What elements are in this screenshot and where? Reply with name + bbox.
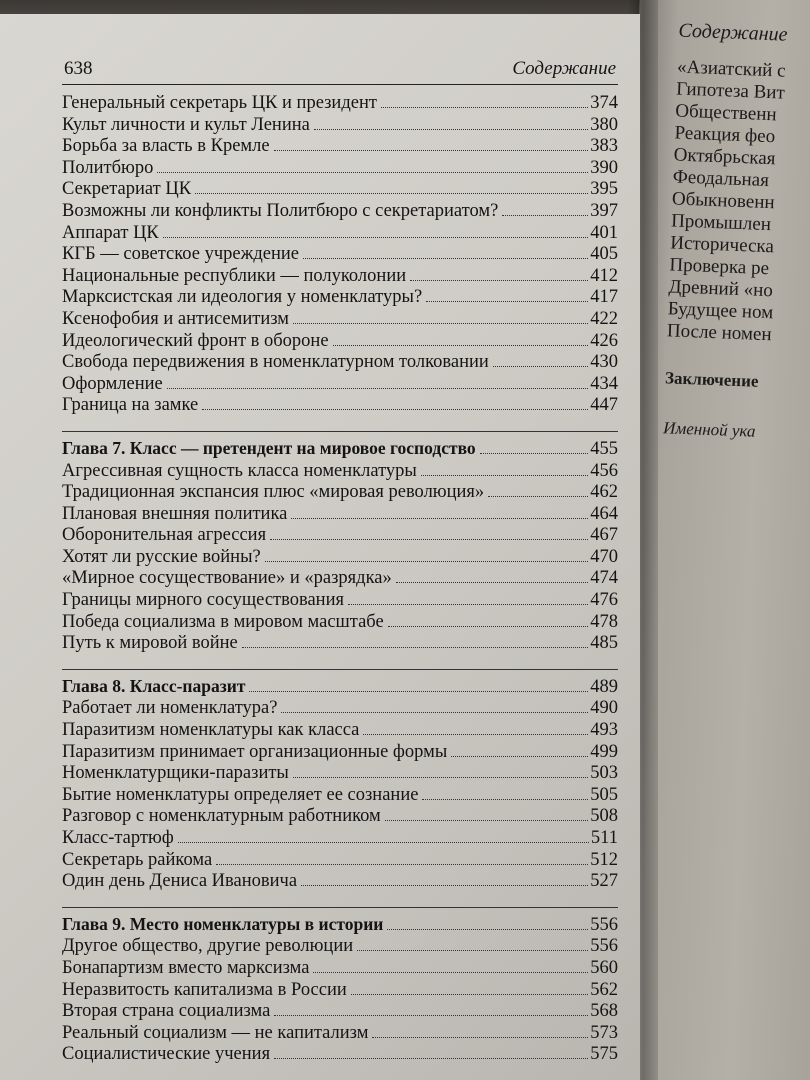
toc-entry-page: 447 <box>590 395 618 416</box>
toc-entry-page: 573 <box>590 1022 618 1043</box>
toc-entry-page: 462 <box>590 482 618 503</box>
right-page-line: После номен <box>666 320 772 346</box>
chapter-heading-page: 556 <box>590 914 618 935</box>
right-bold-line: Заключение <box>664 368 759 391</box>
chapter-heading <box>62 914 618 937</box>
toc-entry-title: Один день Дениса Ивановича <box>62 871 298 892</box>
toc-entry-title: Неразвитость капитализма в России <box>62 979 347 1000</box>
toc-entry-page: 490 <box>590 698 618 719</box>
dot-leader <box>281 712 588 713</box>
running-head: Содержание <box>512 58 616 79</box>
toc-entry-title: Социалистические учения <box>62 1044 271 1065</box>
dot-leader <box>249 691 588 692</box>
toc-entry-title: Бонапартизм вместо марксизма <box>62 957 310 978</box>
toc-entry-title: Номенклатурщики-паразиты <box>62 763 289 784</box>
toc-entry <box>62 806 618 828</box>
toc-entry-title: Секретариат ЦК <box>62 179 192 200</box>
toc-entry <box>62 136 618 158</box>
toc-entry-title: Возможны ли конфликты Политбюро с секретариатом? <box>62 200 499 221</box>
right-page-line: Реакция фео <box>674 122 776 148</box>
toc-entry <box>62 785 618 807</box>
right-italic-line: Именной ука <box>662 418 756 441</box>
toc-entry-title: Путь к мировой войне <box>62 633 238 654</box>
toc-entry-page: 397 <box>590 200 618 221</box>
toc-entry <box>62 590 618 612</box>
dot-leader <box>348 604 588 605</box>
toc-entry <box>62 720 618 742</box>
toc-entry <box>62 482 618 504</box>
toc-entry-title: Аппарат ЦК <box>62 222 159 243</box>
dot-leader <box>274 150 589 151</box>
toc-entry-title: Оборонительная агрессия <box>62 525 267 546</box>
toc-entry-page: 430 <box>590 352 618 373</box>
right-page-line: Общественн <box>674 100 778 126</box>
toc-entry-page: 474 <box>590 568 618 589</box>
right-page-line: Гипотеза Вит <box>675 78 786 104</box>
dot-leader <box>303 258 588 259</box>
toc-entry-title: Культ личности и культ Ленина <box>62 114 310 135</box>
right-page-line: Обыкновенн <box>671 188 776 214</box>
toc-entry-title: Генеральный секретарь ЦК и президент <box>62 93 377 113</box>
toc-entry-page: 503 <box>590 763 618 784</box>
toc-entry-page: 512 <box>590 849 618 870</box>
dot-leader <box>167 388 589 389</box>
toc-entry-title: Оформление <box>62 373 163 394</box>
toc-entry <box>62 958 618 980</box>
toc-entry-page: 511 <box>590 828 618 848</box>
dot-leader <box>195 193 588 194</box>
toc-entry <box>62 633 618 655</box>
dot-leader <box>333 345 589 346</box>
toc-entry <box>62 244 618 266</box>
toc-entry-title: Секретарь райкома <box>62 849 213 870</box>
toc-entry-page: 401 <box>590 222 618 243</box>
dot-leader <box>293 777 588 778</box>
dot-leader <box>422 799 588 800</box>
toc-entry-page: 456 <box>590 460 618 481</box>
toc-entry-page: 374 <box>590 93 618 113</box>
toc-entry-title: Марксистская ли идеология у номенклатуры? <box>62 287 423 308</box>
toc-entry-title: Паразитизм принимает организационные формы <box>62 741 448 762</box>
toc-entry-title: Другое общество, другие революции <box>62 936 354 957</box>
toc-entry <box>62 742 618 764</box>
chapter-heading <box>62 438 618 461</box>
toc-entry-title: КГБ — советское учреждение <box>62 244 300 265</box>
toc-entry-page: 575 <box>590 1044 618 1065</box>
right-running-head: Содержание <box>678 19 788 46</box>
dot-leader <box>301 885 588 886</box>
toc-group <box>62 93 618 417</box>
toc-entry <box>62 201 618 223</box>
toc-entry <box>62 93 618 115</box>
right-page-line: Историческа <box>669 232 775 258</box>
toc-entry <box>62 223 618 245</box>
dot-leader <box>357 950 588 951</box>
chapter-heading-page: 489 <box>590 676 618 697</box>
dot-leader <box>202 409 588 410</box>
toc-entry-page: 499 <box>590 741 618 762</box>
dot-leader <box>426 301 588 302</box>
dot-leader <box>242 647 589 648</box>
dot-leader <box>387 929 588 930</box>
toc-entry <box>62 936 618 958</box>
toc-group <box>62 431 618 655</box>
toc-entry <box>62 309 618 331</box>
toc-entry <box>62 871 618 893</box>
dot-leader <box>274 1015 588 1016</box>
dot-leader <box>265 561 589 562</box>
toc-entry <box>62 374 618 396</box>
toc-entry <box>62 547 618 569</box>
toc-entry-title: Плановая внешняя политика <box>62 503 288 524</box>
toc-entry-page: 478 <box>590 611 618 632</box>
page-header <box>62 54 618 85</box>
dot-leader <box>502 215 588 216</box>
toc-entry <box>62 698 618 720</box>
toc-entry-page: 505 <box>590 784 618 805</box>
toc-group <box>62 907 618 1066</box>
dot-leader <box>480 453 589 454</box>
toc-entry-title: Реальный социализм — не капитализм <box>62 1022 369 1043</box>
right-page-line: Октябрьская <box>673 144 776 170</box>
toc-entry-title: Работает ли номенклатура? <box>62 698 278 719</box>
toc-entry <box>62 525 618 547</box>
toc-entry-page: 380 <box>590 114 618 135</box>
dot-leader <box>410 280 588 281</box>
toc-entry-title: Бытие номенклатуры определяет ее сознание <box>62 784 419 805</box>
table-of-contents <box>62 93 618 1066</box>
toc-entry <box>62 828 618 850</box>
dot-leader <box>291 518 588 519</box>
dot-leader <box>451 756 588 757</box>
toc-entry <box>62 331 618 353</box>
toc-entry <box>62 980 618 1002</box>
toc-entry-title: Политбюро <box>62 157 154 178</box>
toc-entry-page: 560 <box>590 957 618 978</box>
toc-entry-page: 508 <box>590 806 618 827</box>
toc-entry-title: Граница на замке <box>62 395 199 416</box>
toc-entry-page: 390 <box>590 157 618 178</box>
right-page-line: Проверка ре <box>669 254 770 280</box>
dot-leader <box>493 366 588 367</box>
toc-entry-title: Хотят ли русские войны? <box>62 546 261 567</box>
dot-leader <box>293 323 588 324</box>
right-page-line: Промышлен <box>670 210 772 236</box>
toc-group <box>62 669 618 893</box>
dot-leader <box>351 994 588 995</box>
dot-leader <box>488 496 588 497</box>
toc-entry <box>62 1023 618 1045</box>
toc-entry <box>62 266 618 288</box>
toc-entry-title: Паразитизм номенклатуры как класса <box>62 720 360 741</box>
toc-entry-title: Национальные республики — полуколонии <box>62 265 407 286</box>
toc-entry-page: 568 <box>590 1001 618 1022</box>
toc-entry <box>62 115 618 137</box>
right-page-line: Древний «но <box>668 276 774 302</box>
toc-entry-page: 412 <box>590 265 618 286</box>
toc-entry <box>62 461 618 483</box>
toc-entry-title: Ксенофобия и антисемитизм <box>62 308 289 329</box>
dot-leader <box>385 820 589 821</box>
right-page-content <box>663 20 810 445</box>
toc-entry-title: Класс-тартюф <box>62 828 174 848</box>
chapter-heading-title: Глава 7. Класс — претендент на мировое господство <box>62 437 476 458</box>
dot-leader <box>421 475 588 476</box>
toc-entry <box>62 395 618 417</box>
toc-entry <box>62 763 618 785</box>
toc-entry-title: Традиционная экспансия плюс «мировая революция» <box>62 482 485 503</box>
dot-leader <box>163 237 588 238</box>
toc-entry-title: Агрессивная сущность класса номенклатуры <box>62 460 417 481</box>
toc-entry-page: 527 <box>590 871 618 892</box>
toc-entry-page: 426 <box>590 330 618 351</box>
dot-leader <box>372 1037 588 1038</box>
left-page-content <box>62 54 618 1066</box>
chapter-heading-title: Глава 8. Класс-паразит <box>62 675 246 696</box>
toc-entry-page: 395 <box>590 179 618 200</box>
toc-entry-page: 434 <box>590 373 618 394</box>
chapter-heading-title: Глава 9. Место номенклатуры в истории <box>62 913 384 934</box>
left-page <box>0 14 640 1080</box>
toc-entry-page: 485 <box>590 633 618 654</box>
toc-entry-title: Идеологический фронт в обороне <box>62 330 329 351</box>
right-page-lines <box>666 56 810 348</box>
page-number: 638 <box>64 58 93 79</box>
toc-entry <box>62 352 618 374</box>
toc-entry-page: 493 <box>590 720 618 741</box>
toc-entry-page: 556 <box>590 936 618 957</box>
right-page-line: Будущее ном <box>667 298 774 324</box>
toc-entry <box>62 179 618 201</box>
toc-entry-title: Вторая страна социализма <box>62 1001 271 1022</box>
dot-leader <box>313 972 588 973</box>
dot-leader <box>363 734 588 735</box>
dot-leader <box>381 107 588 108</box>
dot-leader <box>270 539 588 540</box>
toc-entry <box>62 1001 618 1023</box>
toc-entry-page: 467 <box>590 525 618 546</box>
dot-leader <box>396 582 589 583</box>
toc-entry <box>62 568 618 590</box>
toc-entry-title: Свобода передвижения в номенклатурном толковании <box>62 352 489 373</box>
dot-leader <box>157 172 588 173</box>
toc-entry <box>62 612 618 634</box>
toc-entry-page: 470 <box>590 546 618 567</box>
toc-entry-title: Разговор с номенклатурным работником <box>62 806 381 827</box>
toc-entry-page: 562 <box>590 979 618 1000</box>
right-page-line: «Азиатский с <box>676 56 786 82</box>
right-page-line: Феодальная <box>672 166 770 192</box>
chapter-heading-page: 455 <box>590 438 618 459</box>
dot-leader <box>388 626 589 627</box>
dot-leader <box>216 864 588 865</box>
toc-entry-page: 417 <box>590 287 618 308</box>
toc-entry-page: 464 <box>590 503 618 524</box>
toc-entry-title: Границы мирного сосуществования <box>62 590 344 611</box>
toc-entry <box>62 158 618 180</box>
toc-entry-title: Победа социализма в мировом масштабе <box>62 611 384 632</box>
dot-leader <box>314 129 588 130</box>
toc-entry-page: 476 <box>590 590 618 611</box>
toc-entry-title: Борьба за власть в Кремле <box>62 136 270 157</box>
toc-entry <box>62 287 618 309</box>
toc-entry <box>62 850 618 872</box>
dot-leader <box>274 1058 588 1059</box>
toc-entry <box>62 1044 618 1066</box>
toc-entry-page: 405 <box>590 244 618 265</box>
toc-entry <box>62 504 618 526</box>
toc-entry-title: «Мирное сосуществование» и «разрядка» <box>62 568 392 589</box>
toc-entry-page: 383 <box>590 136 618 157</box>
toc-entry-page: 422 <box>590 308 618 329</box>
dot-leader <box>178 842 589 843</box>
chapter-heading <box>62 676 618 699</box>
